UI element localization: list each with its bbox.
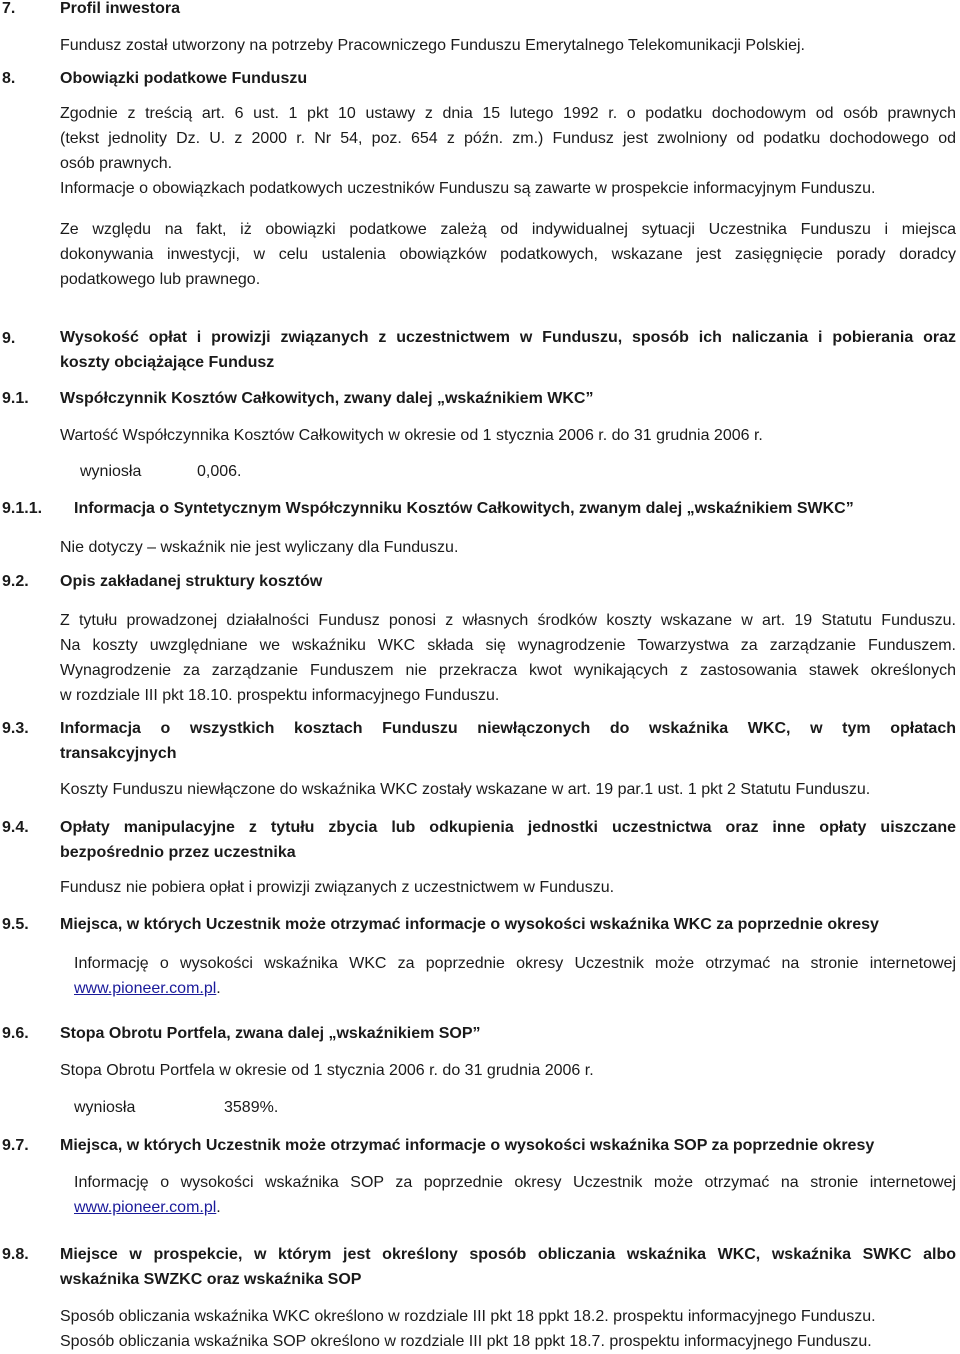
section-9-heading [60, 325, 956, 375]
text-line [74, 1195, 956, 1220]
text-line: podatkowego lub prawnego. [60, 271, 261, 288]
heading-line: koszty obciążające Fundusz [60, 354, 275, 371]
text-line: Na koszty uwzględniane we wskaźniku WKC składa się wynagrodzenie Towarzystwa za zarządzanie Funduszem. [60, 637, 956, 654]
section-9-7-heading: Miejsca, w których Uczestnik może otrzymać informacje o wysokości wskaźnika SOP za poprzednie okresy [60, 1137, 875, 1154]
text-line: dokonywania inwestycji, w celu ustalenia obowiązków podatkowych, wskazane jest zasięgnięcie porady doradcy [60, 246, 956, 263]
text-line: Z tytułu prowadzonej działalności Fundusz ponosi z własnych środków koszty wskazane w art. 19 Statutu Funduszu. [60, 612, 956, 629]
section-9-8-number: 9.8. [2, 1246, 29, 1263]
section-8-heading: Obowiązki podatkowe Funduszu [60, 70, 308, 87]
section-9-2-text [60, 608, 956, 708]
heading-line: Miejsce w prospekcie, w którym jest określony sposób obliczania wskaźnika WKC, wskaźnika SWKC albo [60, 1246, 956, 1263]
section-8-paragraph-2: Informacje o obowiązkach podatkowych uczestników Funduszu są zawarte w prospekcie informacyjnym Funduszu. [60, 180, 876, 197]
text-line [74, 976, 956, 1001]
section-9-2-heading: Opis zakładanej struktury kosztów [60, 573, 323, 590]
section-9-5-heading: Miejsca, w których Uczestnik może otrzymać informacje o wysokości wskaźnika WKC za poprzednie okresy [60, 916, 879, 933]
text-line: Wynagrodzenie za zarządzanie Funduszem nie przekracza kwot wynikających z zastosowania stawek określonych [60, 662, 956, 679]
section-8-paragraph-3 [60, 217, 956, 292]
sop-result-label: wyniosła [74, 1099, 136, 1116]
section-8-number: 8. [2, 70, 16, 87]
sop-result-value: 3589%. [224, 1099, 279, 1116]
section-9-1-1-text: Nie dotyczy – wskaźnik nie jest wyliczany dla Funduszu. [60, 539, 459, 556]
section-9-2-number: 9.2. [2, 573, 29, 590]
section-9-7-text [74, 1170, 956, 1220]
heading-line: Opłaty manipulacyjne z tytułu zbycia lub odkupienia jednostki uczestnictwa oraz inne opłaty uiszczane [60, 819, 956, 836]
section-8-paragraph-1 [60, 101, 956, 176]
section-9-3-heading [60, 716, 956, 766]
text-line: (tekst jednolity Dz. U. z 2000 r. Nr 54, poz. 654 z późn. zm.) Fundusz jest zwolniony od podatku dochodowego od [60, 130, 956, 147]
section-9-5-number: 9.5. [2, 916, 29, 933]
wkc-result-label: wyniosła [80, 463, 142, 480]
section-9-1-text: Wartość Współczynnika Kosztów Całkowitych w okresie od 1 stycznia 2006 r. do 31 grudnia 2006 r. [60, 427, 763, 444]
text-line: w rozdziale III pkt 18.10. prospektu informacyjnego Funduszu. [60, 687, 500, 704]
text-line: Sposób obliczania wskaźnika SOP określono w rozdziale III pkt 18 ppkt 18.7. prospektu informacyjnego Funduszu. [60, 1333, 872, 1350]
section-9-8-heading [60, 1242, 956, 1292]
section-9-4-heading [60, 815, 956, 865]
section-9-1-1-heading: Informacja o Syntetycznym Współczynniku Kosztów Całkowitych, zwanym dalej „wskaźnikiem SWKC” [74, 500, 854, 517]
section-9-5-text [74, 951, 956, 1001]
section-9-6-heading: Stopa Obrotu Portfela, zwana dalej „wskaźnikiem SOP” [60, 1025, 481, 1042]
heading-line: transakcyjnych [60, 745, 177, 762]
website-link[interactable]: www.pioneer.com.pl [74, 980, 217, 997]
section-9-8-text [60, 1304, 956, 1354]
section-7-number: 7. [2, 0, 16, 17]
section-9-1-heading: Współczynnik Kosztów Całkowitych, zwany dalej „wskaźnikiem WKC” [60, 390, 594, 407]
section-7-heading: Profil inwestora [60, 0, 181, 17]
heading-line: Wysokość opłat i prowizji związanych z uczestnictwem w Funduszu, sposób ich naliczania i pobierania oraz [60, 329, 956, 346]
link-suffix: . [216, 980, 221, 997]
website-link[interactable]: www.pioneer.com.pl [74, 1199, 217, 1216]
section-9-3-number: 9.3. [2, 720, 29, 737]
text-line: Sposób obliczania wskaźnika WKC określono w rozdziale III pkt 18 ppkt 18.2. prospektu informacyjnego Funduszu. [60, 1308, 876, 1325]
section-9-4-text: Fundusz nie pobiera opłat i prowizji związanych z uczestnictwem w Funduszu. [60, 879, 615, 896]
text-line: Informację o wysokości wskaźnika SOP za poprzednie okresy Uczestnik może otrzymać na stronie internetowej [74, 1174, 956, 1191]
section-9-3-text: Koszty Funduszu niewłączone do wskaźnika WKC zostały wskazane w art. 19 par.1 ust. 1 pkt 2 Statutu Funduszu. [60, 781, 871, 798]
heading-line: Informacja o wszystkich kosztach Funduszu niewłączonych do wskaźnika WKC, w tym opłatach [60, 720, 956, 737]
text-line: Informację o wysokości wskaźnika WKC za poprzednie okresy Uczestnik może otrzymać na stronie internetowej [74, 955, 956, 972]
section-9-7-number: 9.7. [2, 1137, 29, 1154]
text-line: Ze względu na fakt, iż obowiązki podatkowe zależą od indywidualnej sytuacji Uczestnika Funduszu i miejsca [60, 221, 956, 238]
section-7-text: Fundusz został utworzony na potrzeby Pracowniczego Funduszu Emerytalnego Telekomunikacji Polskiej. [60, 37, 805, 54]
text-line: osób prawnych. [60, 155, 173, 172]
section-9-6-number: 9.6. [2, 1025, 29, 1042]
text-line: Zgodnie z treścią art. 6 ust. 1 pkt 10 ustawy z dnia 15 lutego 1992 r. o podatku dochodowym od osób prawnych [60, 105, 956, 122]
heading-line: wskaźnika SWZKC oraz wskaźnika SOP [60, 1271, 362, 1288]
section-9-1-number: 9.1. [2, 390, 29, 407]
section-9-4-number: 9.4. [2, 819, 29, 836]
section-9-number: 9. [2, 330, 16, 347]
section-9-1-1-number: 9.1.1. [2, 500, 43, 517]
link-suffix: . [216, 1199, 221, 1216]
wkc-result-value: 0,006. [197, 463, 242, 480]
heading-line: bezpośrednio przez uczestnika [60, 844, 296, 861]
section-9-6-text: Stopa Obrotu Portfela w okresie od 1 stycznia 2006 r. do 31 grudnia 2006 r. [60, 1062, 594, 1079]
